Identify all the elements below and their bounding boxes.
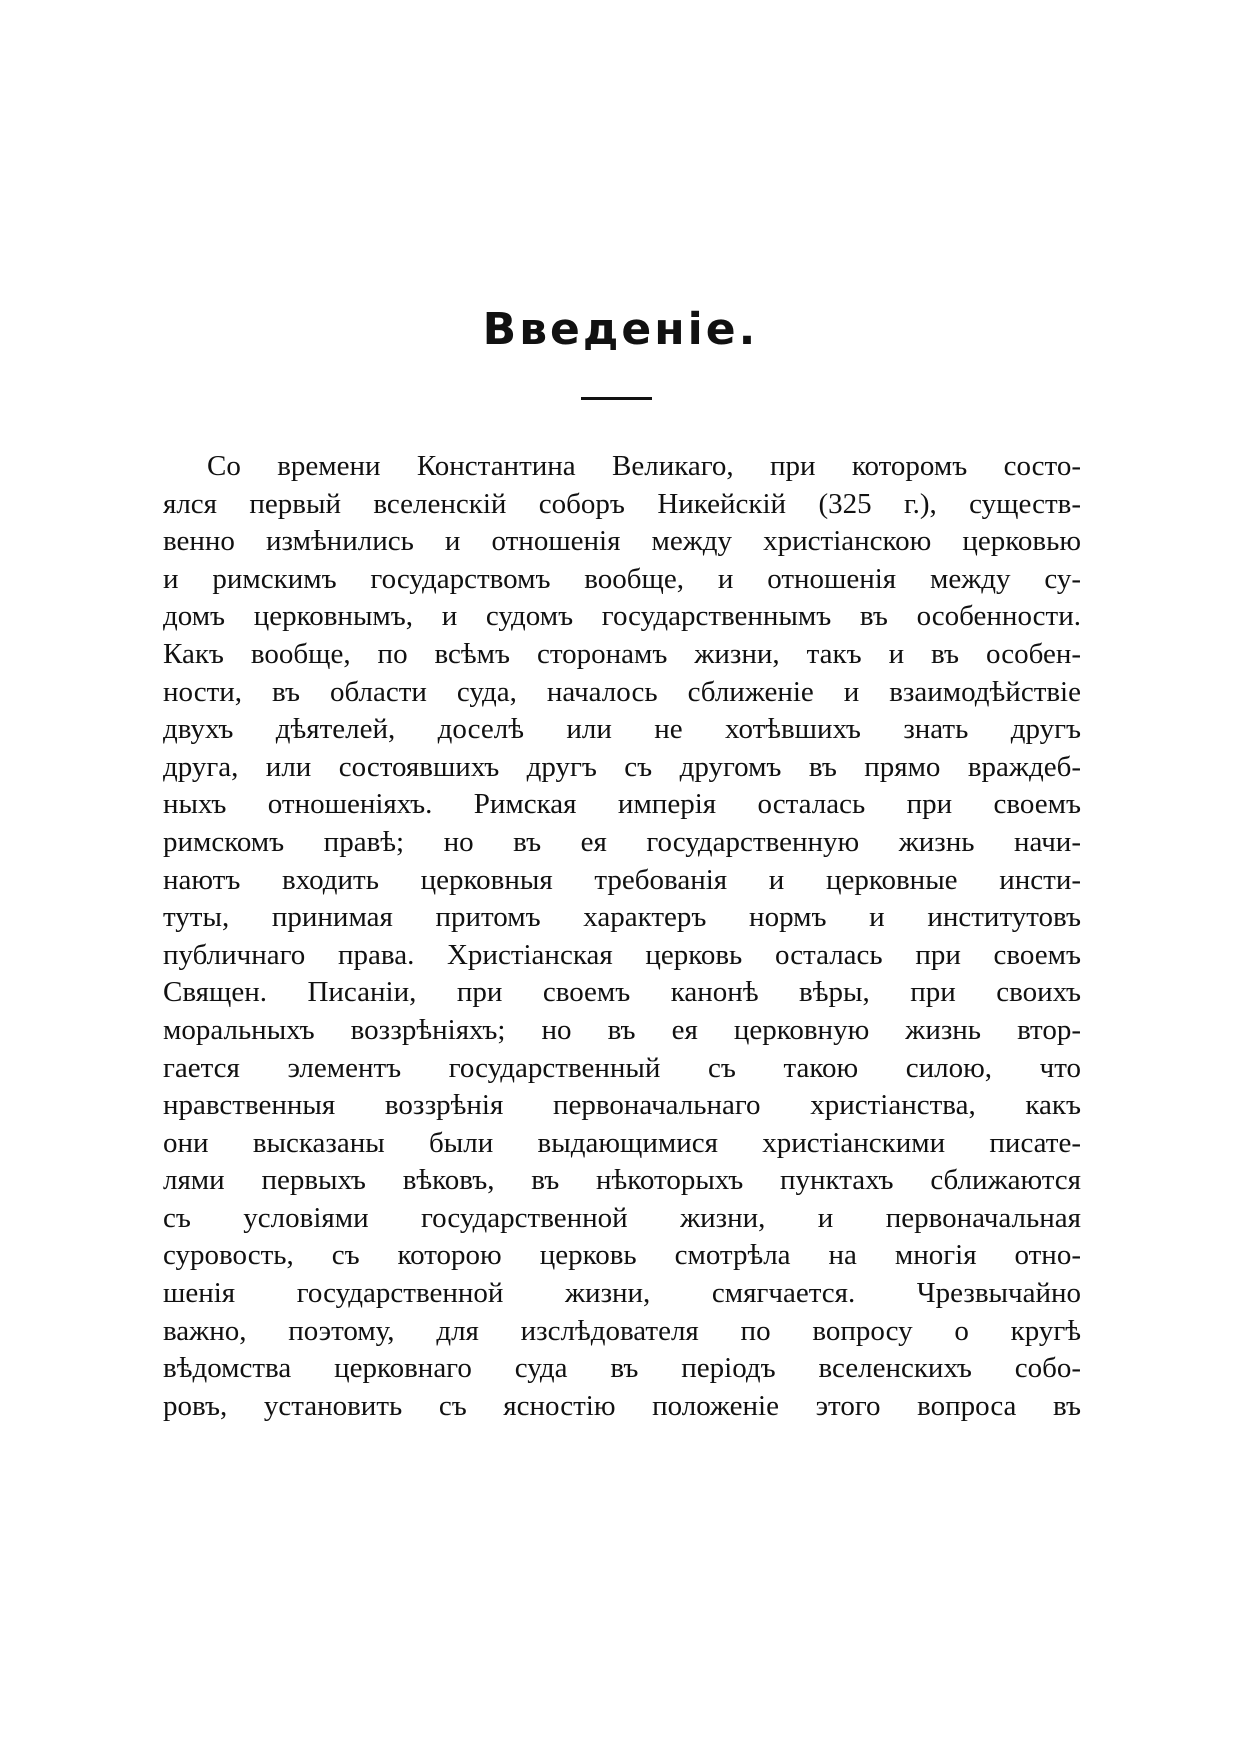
text-line: публичнаго права. Христіанская церковь осталась при своемъ bbox=[163, 938, 1081, 971]
text-line: лями первыхъ вѣковъ, въ нѣкоторыхъ пунктахъ сближаются bbox=[163, 1164, 1081, 1197]
text-line: наютъ входить церковныя требованія и церковные инсти- bbox=[163, 863, 1081, 896]
text-line: вѣдомства церковнаго суда въ періодъ вселенскихъ собо- bbox=[163, 1352, 1081, 1385]
text-line: венно измѣнились и отношенія между христіанскою церковью bbox=[163, 525, 1081, 558]
text-line: ности, въ области суда, началось сближеніе и взаимодѣйствіе bbox=[163, 675, 1081, 708]
text-line: двухъ дѣятелей, доселѣ или не хотѣвшихъ знать другъ bbox=[163, 713, 1081, 746]
text-line: Какъ вообще, по всѣмъ сторонамъ жизни, такъ и въ особен- bbox=[163, 637, 1081, 670]
text-line: важно, поэтому, для изслѣдователя по вопросу о кругѣ bbox=[163, 1314, 1081, 1347]
text-line: друга, или состоявшихъ другъ съ другомъ въ прямо враждеб- bbox=[163, 750, 1081, 783]
text-line: римскомъ правѣ; но въ ея государственную жизнь начи- bbox=[163, 825, 1081, 858]
text-line: ялся первый вселенскій соборъ Никейскій (325 г.), существ- bbox=[163, 487, 1081, 520]
text-line: моральныхъ воззрѣніяхъ; но въ ея церковную жизнь втор- bbox=[163, 1013, 1081, 1046]
text-line: Со времени Константина Великаго, при которомъ состо- bbox=[207, 450, 1081, 482]
text-line: шенія государственной жизни, смягчается. Чрезвычайно bbox=[163, 1277, 1081, 1310]
text-line: нравственныя воззрѣнія первоначальнаго христіанства, какъ bbox=[163, 1089, 1081, 1122]
text-line: они высказаны были выдающимися христіанскими писате- bbox=[163, 1126, 1081, 1159]
text-line: съ условіями государственной жизни, и первоначальная bbox=[163, 1201, 1081, 1234]
text-line: и римскимъ государствомъ вообще, и отношенія между су- bbox=[163, 562, 1081, 595]
text-line: домъ церковнымъ, и судомъ государственнымъ въ особенности. bbox=[163, 600, 1081, 633]
page-title: Введеніе. bbox=[482, 304, 759, 355]
title-divider bbox=[581, 397, 652, 400]
text-line: гается элементъ государственный съ такою силою, что bbox=[163, 1051, 1081, 1084]
text-line: ровъ, установить съ ясностію положеніе этого вопроса въ bbox=[163, 1389, 1081, 1422]
text-line: ныхъ отношеніяхъ. Римская имперія осталась при своемъ bbox=[163, 788, 1081, 821]
text-line: суровость, съ которою церковь смотрѣла на многія отно- bbox=[163, 1239, 1081, 1272]
text-line: Священ. Писаніи, при своемъ канонѣ вѣры, при своихъ bbox=[163, 976, 1081, 1009]
body-paragraph bbox=[163, 448, 1081, 1425]
text-line: туты, принимая притомъ характеръ нормъ и институтовъ bbox=[163, 901, 1081, 934]
